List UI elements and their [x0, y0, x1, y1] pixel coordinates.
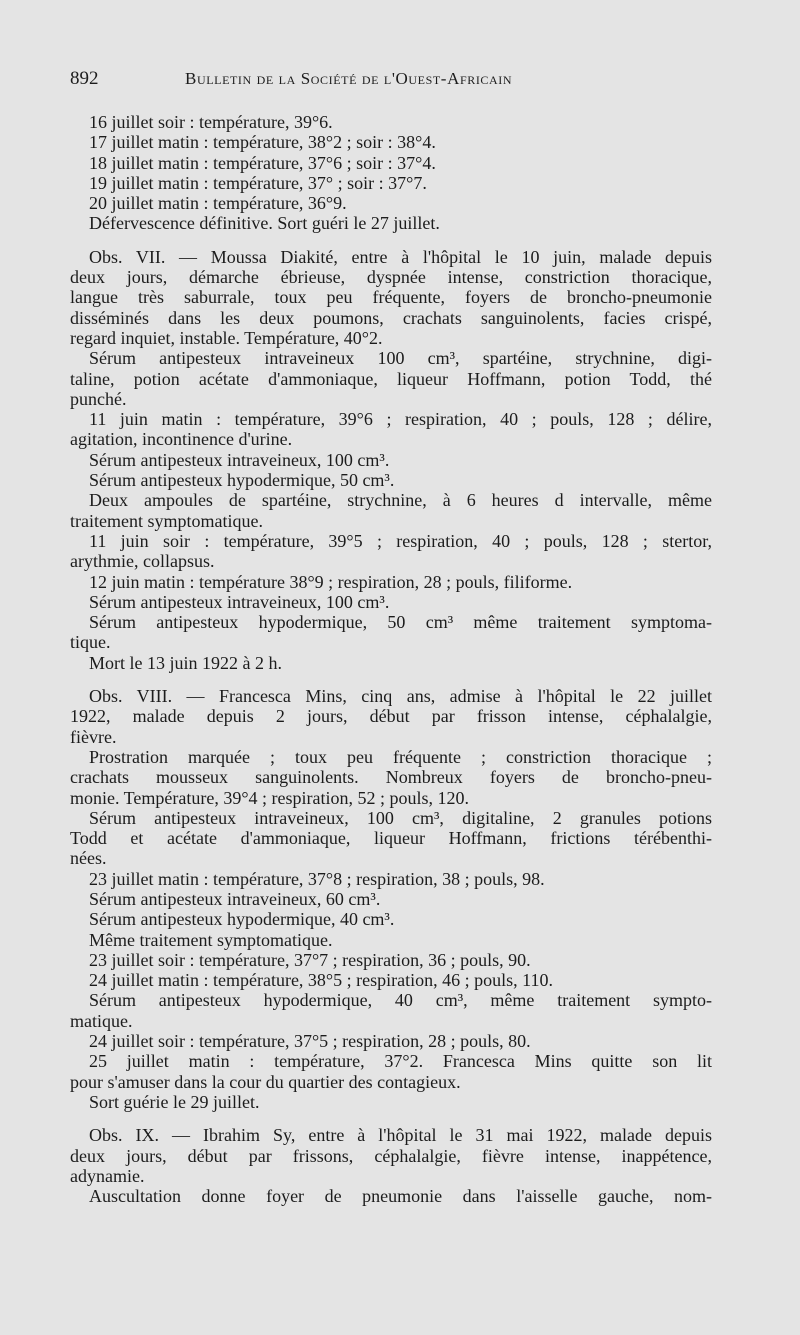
text-line: Même traitement symptomatique.	[89, 929, 333, 950]
text-line: Obs. VIII. — Francesca Mins, cinq ans, admise à l'hôpital le 22 juillet	[89, 686, 712, 707]
text-line: Sérum antipesteux hypodermique, 50 cm³.	[89, 470, 395, 491]
text-line: Sérum antipesteux intraveineux 100 cm³, spartéine, strychnine, digi-	[89, 348, 712, 369]
text-line: arythmie, collapsus.	[70, 551, 215, 572]
text-line: langue très saburrale, toux peu fréquente, foyers de broncho-pneumonie	[70, 287, 712, 308]
text-line: Sérum antipesteux hypodermique, 50 cm³ même traitement symptoma-	[89, 612, 712, 633]
text-line: regard inquiet, instable. Température, 40°2.	[70, 327, 383, 348]
text-line: 17 juillet matin : température, 38°2 ; soir : 38°4.	[89, 132, 436, 153]
text-line: Auscultation donne foyer de pneumonie dans l'aisselle gauche, nom-	[89, 1186, 712, 1207]
text-line: 23 juillet soir : température, 37°7 ; respiration, 36 ; pouls, 90.	[89, 949, 531, 970]
text-line: deux jours, début par frissons, céphalalgie, fièvre intense, inappétence,	[70, 1145, 712, 1166]
text-line: adynamie.	[70, 1165, 145, 1186]
page-header	[70, 68, 720, 92]
text-line: tique.	[70, 632, 111, 653]
text-line: taline, potion acétate d'ammoniaque, liqueur Hoffmann, potion Todd, thé	[70, 368, 712, 389]
text-line: 11 juin matin : température, 39°6 ; respiration, 40 ; pouls, 128 ; délire,	[89, 409, 712, 430]
text-line: 19 juillet matin : température, 37° ; soir : 37°7.	[89, 172, 427, 193]
text-line: Sérum antipesteux intraveineux, 100 cm³.	[89, 591, 390, 612]
text-line: disséminés dans les deux poumons, crachats sanguinolents, facies crispé,	[70, 307, 712, 328]
text-line: punché.	[70, 388, 127, 409]
text-line: pour s'amuser dans la cour du quartier des contagieux.	[70, 1071, 461, 1092]
paragraph-gap	[70, 673, 712, 686]
text-line: Obs. IX. — Ibrahim Sy, entre à l'hôpital le 31 mai 1922, malade depuis	[89, 1125, 712, 1146]
text-line: 25 juillet matin : température, 37°2. Francesca Mins quitte son lit	[89, 1051, 712, 1072]
text-line: monie. Température, 39°4 ; respiration, 52 ; pouls, 120.	[70, 787, 470, 808]
text-line: 20 juillet matin : température, 36°9.	[89, 193, 347, 214]
text-line: Sort guérie le 29 juillet.	[89, 1091, 260, 1112]
text-line: Todd et acétate d'ammoniaque, liqueur Hoffmann, frictions térébenthi-	[70, 828, 712, 849]
paragraph-gap	[70, 234, 712, 247]
text-line: Sérum antipesteux hypodermique, 40 cm³, même traitement sympto-	[89, 990, 712, 1011]
text-line: Deux ampoules de spartéine, strychnine, à 6 heures d intervalle, même	[89, 490, 712, 511]
text-line: 23 juillet matin : température, 37°8 ; respiration, 38 ; pouls, 98.	[89, 868, 545, 889]
running-title: Bulletin de la Société de l'Ouest-Africain	[185, 69, 513, 88]
text-line: nées.	[70, 848, 107, 869]
paragraph-gap	[70, 1112, 712, 1125]
text-line: fièvre.	[70, 726, 117, 747]
text-line: crachats mousseux sanguinolents. Nombreux foyers de broncho-pneu-	[70, 767, 712, 788]
text-line: 1922, malade depuis 2 jours, début par frisson intense, céphalalgie,	[70, 706, 712, 727]
text-line: deux jours, démarche ébrieuse, dyspnée intense, constriction thoracique,	[70, 267, 712, 288]
text-line: 24 juillet matin : température, 38°5 ; respiration, 46 ; pouls, 110.	[89, 970, 553, 991]
text-line: Défervescence définitive. Sort guéri le 27 juillet.	[89, 213, 440, 234]
text-line: Obs. VII. — Moussa Diakité, entre à l'hôpital le 10 juin, malade depuis	[89, 246, 712, 267]
text-line: matique.	[70, 1010, 133, 1031]
body-text	[70, 112, 712, 1206]
text-line: Sérum antipesteux intraveineux, 100 cm³, digitaline, 2 granules potions	[89, 807, 712, 828]
text-line: 16 juillet soir : température, 39°6.	[89, 112, 333, 132]
text-line: Mort le 13 juin 1922 à 2 h.	[89, 652, 282, 673]
text-line: agitation, incontinence d'urine.	[70, 429, 293, 450]
text-line: Prostration marquée ; toux peu fréquente ; constriction thoracique ;	[89, 746, 712, 767]
page-number: 892	[70, 68, 99, 89]
text-line: traitement symptomatique.	[70, 510, 263, 531]
text-line: 12 juin matin : température 38°9 ; respiration, 28 ; pouls, filiforme.	[89, 571, 573, 592]
text-line: 11 juin soir : température, 39°5 ; respiration, 40 ; pouls, 128 ; stertor,	[89, 530, 712, 551]
text-line: 18 juillet matin : température, 37°6 ; soir : 37°4.	[89, 152, 436, 173]
text-line: 24 juillet soir : température, 37°5 ; respiration, 28 ; pouls, 80.	[89, 1031, 531, 1052]
text-line: Sérum antipesteux intraveineux, 100 cm³.	[89, 449, 390, 470]
text-line: Sérum antipesteux intraveineux, 60 cm³.	[89, 888, 381, 909]
text-line: Sérum antipesteux hypodermique, 40 cm³.	[89, 909, 395, 930]
